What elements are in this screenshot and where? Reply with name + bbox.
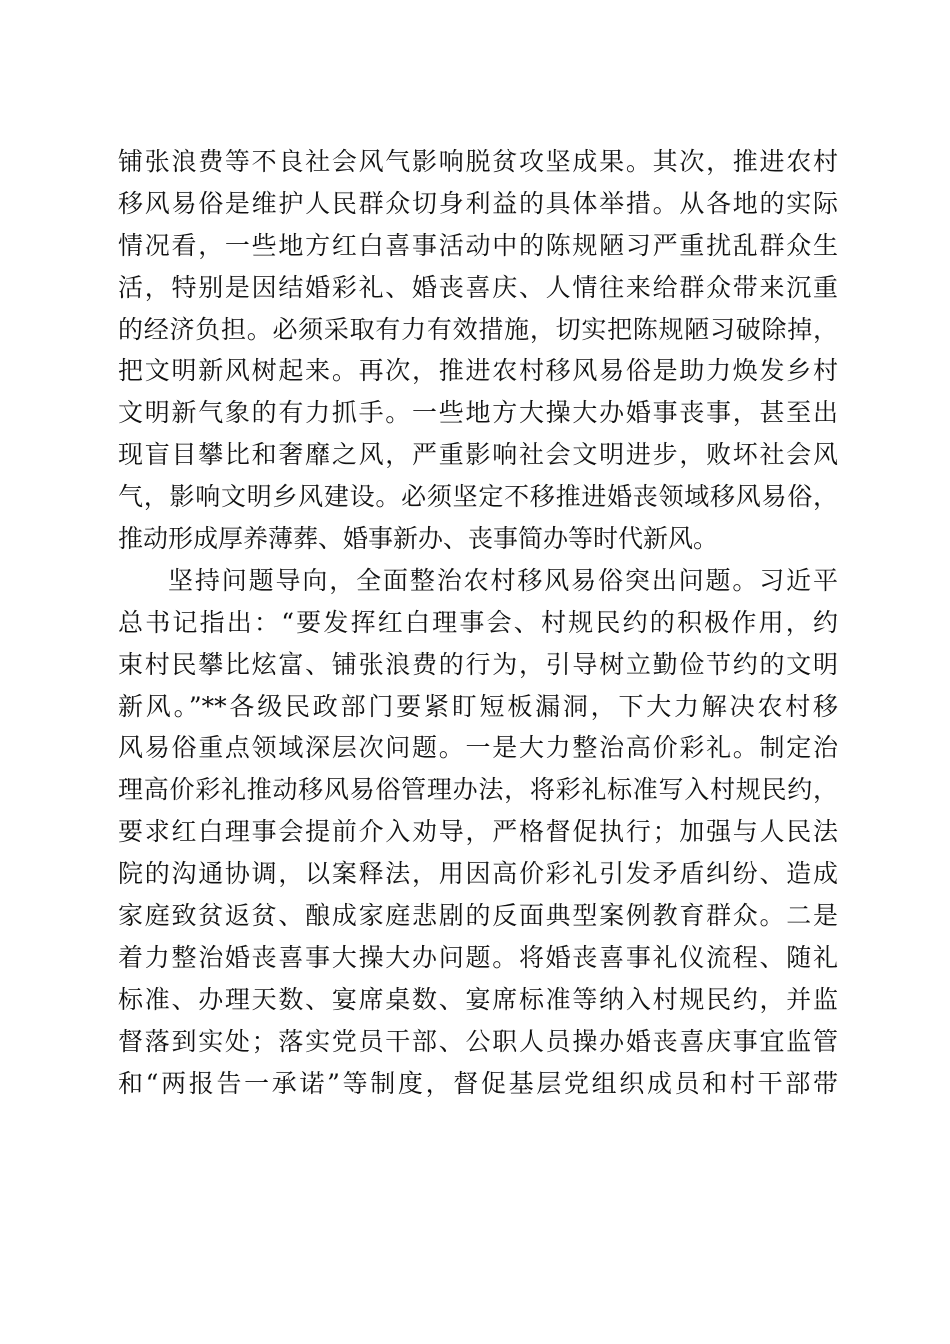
text-line: 总书记指出：“要发挥红白理事会、村规民约的积极作用，约 xyxy=(118,607,838,637)
text-line: 督落到实处；落实党员干部、公职人员操办婚丧喜庆事宜监管 xyxy=(118,1026,838,1056)
text-line: 气，影响文明乡风建设。必须坚定不移推进婚丧领域移风易俗， xyxy=(118,482,838,512)
text-line: 新风。”**各级民政部门要紧盯短板漏洞，下大力解决农村移 xyxy=(118,691,838,721)
text-line: 的经济负担。必须采取有力有效措施，切实把陈规陋习破除掉， xyxy=(118,314,838,344)
text-line: 标准、办理天数、宴席桌数、宴席标准等纳入村规民约，并监 xyxy=(118,984,838,1014)
text-line: 情况看，一些地方红白喜事活动中的陈规陋习严重扰乱群众生 xyxy=(118,230,838,260)
text-line: 移风易俗是维护人民群众切身利益的具体举措。从各地的实际 xyxy=(118,188,838,218)
text-line: 要求红白理事会提前介入劝导，严格督促执行；加强与人民法 xyxy=(118,817,838,847)
text-line: 文明新气象的有力抓手。一些地方大操大办婚事丧事，甚至出 xyxy=(118,398,838,428)
text-line: 着力整治婚丧喜事大操大办问题。将婚丧喜事礼仪流程、随礼 xyxy=(118,942,838,972)
text-line: 家庭致贫返贫、酿成家庭悲剧的反面典型案例教育群众。二是 xyxy=(118,901,838,931)
text-line: 把文明新风树起来。再次，推进农村移风易俗是助力焕发乡村 xyxy=(118,356,838,386)
text-line: 院的沟通协调，以案释法，用因高价彩礼引发矛盾纠纷、造成 xyxy=(118,859,838,889)
text-line: 铺张浪费等不良社会风气影响脱贫攻坚成果。其次，推进农村 xyxy=(118,147,838,176)
body-text xyxy=(118,141,838,1104)
paragraph-start-line: 坚持问题导向，全面整治农村移风易俗突出问题。习近平 xyxy=(168,565,838,595)
text-line: 活，特别是因结婚彩礼、婚丧喜庆、人情往来给群众带来沉重 xyxy=(118,272,838,302)
text-line: 风易俗重点领域深层次问题。一是大力整治高价彩礼。制定治 xyxy=(118,733,838,763)
text-line: 现盲目攀比和奢靡之风，严重影响社会文明进步，败坏社会风 xyxy=(118,440,838,470)
text-line: 和“两报告一承诺”等制度，督促基层党组织成员和村干部带 xyxy=(118,1068,838,1098)
text-line: 理高价彩礼推动移风易俗管理办法，将彩礼标准写入村规民约， xyxy=(118,775,838,805)
text-line: 束村民攀比炫富、铺张浪费的行为，引导树立勤俭节约的文明 xyxy=(118,649,838,679)
paragraph-end-line: 推动形成厚养薄葬、婚事新办、丧事简办等时代新风。 xyxy=(118,524,719,554)
